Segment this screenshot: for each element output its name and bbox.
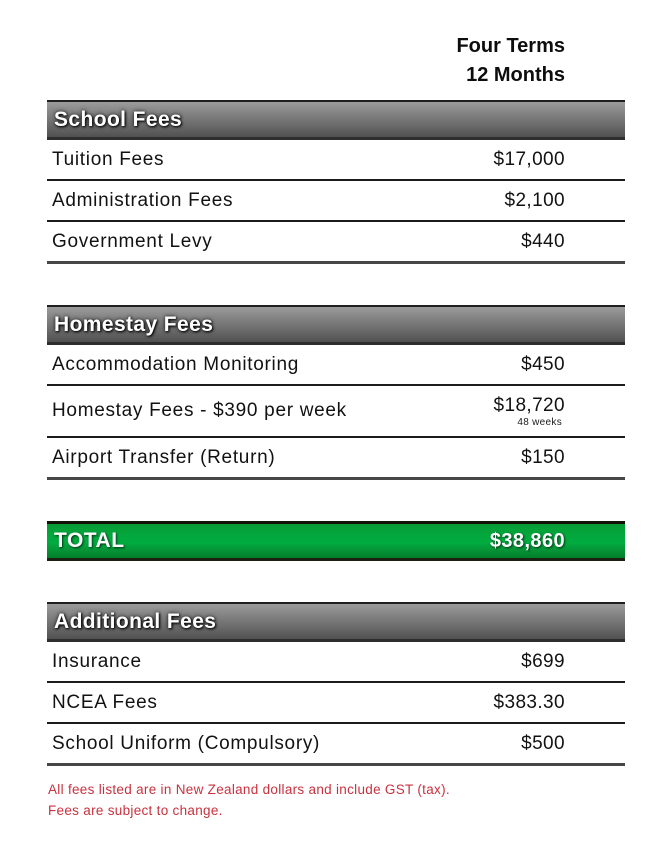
table-row-airport-transfer bbox=[47, 438, 625, 480]
row-label: Insurance bbox=[52, 650, 142, 672]
table-row-administration-fees bbox=[47, 181, 625, 222]
row-label: School Uniform (Compulsory) bbox=[52, 732, 321, 754]
row-value: $383.30 bbox=[493, 691, 565, 713]
footer-disclaimer bbox=[47, 779, 625, 821]
section-title: Additional Fees bbox=[54, 609, 217, 633]
row-value-note: 48 weeks bbox=[517, 416, 562, 428]
row-label: NCEA Fees bbox=[52, 691, 158, 713]
column-header bbox=[47, 0, 625, 90]
row-label: Airport Transfer (Return) bbox=[52, 446, 276, 468]
row-value: $699 bbox=[521, 650, 565, 672]
section-header-homestay-fees bbox=[47, 305, 625, 345]
table-row-ncea-fees bbox=[47, 683, 625, 724]
table-row-tuition-fees bbox=[47, 140, 625, 181]
total-bar bbox=[47, 521, 625, 561]
row-label: Accommodation Monitoring bbox=[52, 353, 300, 375]
row-value: $150 bbox=[521, 446, 565, 468]
row-value: $17,000 bbox=[493, 148, 565, 170]
section-header-additional-fees bbox=[47, 602, 625, 642]
row-value bbox=[494, 395, 625, 428]
total-label: TOTAL bbox=[54, 529, 125, 552]
table-row-homestay-fees bbox=[47, 386, 625, 438]
row-value: $500 bbox=[521, 732, 565, 754]
table-row-government-levy bbox=[47, 222, 625, 264]
section-title: Homestay Fees bbox=[54, 312, 214, 336]
table-row-school-uniform bbox=[47, 724, 625, 766]
footer-disclaimer-line1: All fees listed are in New Zealand dollars and include GST (tax). bbox=[48, 782, 450, 797]
row-value: $440 bbox=[521, 230, 565, 252]
row-value: $2,100 bbox=[504, 189, 565, 211]
table-row-insurance bbox=[47, 642, 625, 683]
row-value-amount: $18,720 bbox=[493, 394, 565, 416]
row-label: Administration Fees bbox=[52, 189, 234, 211]
row-label: Government Levy bbox=[52, 230, 213, 252]
fee-table bbox=[47, 0, 625, 821]
section-title: School Fees bbox=[54, 107, 183, 131]
column-header-terms: Four Terms bbox=[456, 35, 565, 57]
total-value: $38,860 bbox=[489, 529, 565, 552]
row-label: Tuition Fees bbox=[52, 148, 165, 170]
column-header-months: 12 Months bbox=[466, 64, 565, 86]
row-label: Homestay Fees - $390 per week bbox=[52, 400, 347, 421]
section-header-school-fees bbox=[47, 100, 625, 140]
table-row-accommodation-monitoring bbox=[47, 345, 625, 386]
footer-disclaimer-line2: Fees are subject to change. bbox=[48, 803, 223, 818]
row-value: $450 bbox=[521, 353, 565, 375]
